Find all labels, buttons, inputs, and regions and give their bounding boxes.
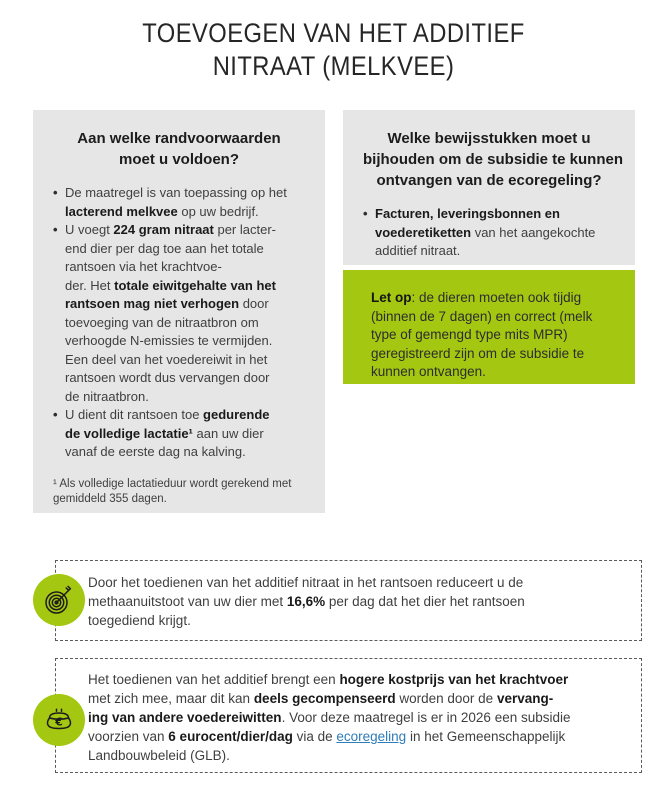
page-title-line1: TOEVOEGEN VAN HET ADDITIEF bbox=[142, 18, 525, 48]
text-segment: 16,6% bbox=[286, 594, 326, 609]
text-segment: : de dieren moeten ook tijdig bbox=[411, 290, 582, 305]
text-segment: de volledige lactatie¹ bbox=[65, 425, 193, 441]
svg-text:€: € bbox=[55, 715, 63, 729]
methane-reduction-text bbox=[88, 573, 625, 630]
list-item bbox=[363, 205, 615, 261]
text-segment: U voegt bbox=[65, 222, 114, 237]
cost-subsidy-text bbox=[88, 670, 625, 765]
text-segment: der. Het bbox=[65, 277, 115, 293]
text-segment: met zich mee, maar dit kan bbox=[88, 691, 254, 706]
attention-notice-box bbox=[343, 270, 635, 384]
text-segment: voederetiketten bbox=[375, 224, 472, 240]
text-segment: methaanuitstoot van uw dier met bbox=[88, 594, 287, 609]
text-segment: 224 gram nitraat bbox=[113, 222, 214, 237]
methane-reduction-box bbox=[55, 560, 642, 641]
text-segment: moet u voldoen? bbox=[119, 151, 239, 168]
text-segment: per dag dat het dier het rantsoen bbox=[325, 594, 525, 609]
text-segment: rantsoen via het krachtvoe- bbox=[65, 259, 222, 274]
text-segment: Welke bewijsstukken moet u bbox=[387, 130, 591, 147]
lactation-footnote bbox=[53, 477, 305, 507]
text-segment: de nitraatbron. bbox=[65, 388, 149, 404]
conditions-heading bbox=[53, 128, 305, 170]
text-segment: Het toedienen van het additief brengt een bbox=[88, 672, 340, 687]
text-segment: ¹ Als volledige lactatieduur wordt gerekend met bbox=[53, 477, 292, 490]
text-segment: verhoogde N-emissies te vermijden. bbox=[65, 333, 273, 348]
bullet-dot: • bbox=[53, 185, 58, 200]
evidence-text bbox=[375, 205, 615, 261]
text-segment: per lacter- bbox=[213, 222, 276, 237]
list-item bbox=[53, 184, 305, 221]
conditions-box bbox=[33, 110, 325, 513]
text-segment: 6 eurocent/dier/dag bbox=[168, 729, 293, 744]
text-segment: deels gecompenseerd bbox=[253, 691, 396, 706]
text-segment: type of gemengd type mits MPR) bbox=[371, 327, 568, 342]
text-segment: toegediend krijgt. bbox=[88, 613, 191, 628]
condition-text bbox=[65, 406, 305, 462]
text-segment: kunnen ontvangen. bbox=[371, 364, 486, 379]
text-segment: vervang- bbox=[496, 691, 554, 706]
text-segment: additief nitraat. bbox=[375, 243, 461, 258]
text-segment: end dier per dag toe aan het totale bbox=[65, 240, 264, 256]
evidence-list bbox=[363, 205, 615, 261]
text-segment: vanaf de eerste dag na kalving. bbox=[65, 444, 246, 459]
conditions-list bbox=[53, 184, 305, 462]
text-segment: worden door de bbox=[395, 691, 497, 706]
condition-text bbox=[65, 221, 305, 406]
text-segment: . Voor deze maatregel is er in 2026 een subsidie bbox=[281, 710, 571, 725]
text-segment: Een deel van het voedereiwit in het bbox=[65, 351, 268, 367]
condition-text bbox=[65, 184, 305, 221]
text-segment: hogere kostprijs van het krachtvoer bbox=[339, 672, 569, 687]
page-title-line2: NITRAAT (MELKVEE) bbox=[212, 51, 455, 81]
text-segment: aan uw dier bbox=[192, 425, 264, 441]
cost-subsidy-box bbox=[55, 658, 642, 773]
text-segment: ontvangen van de ecoregeling? bbox=[376, 172, 602, 189]
evidence-heading bbox=[363, 128, 624, 191]
page-title bbox=[40, 17, 627, 83]
text-segment: rantsoen wordt dus vervangen door bbox=[65, 370, 270, 385]
text-segment: via de bbox=[292, 729, 337, 744]
text-segment: Let op bbox=[371, 290, 412, 305]
text-segment: De maatregel is van toepassing op het bbox=[65, 185, 287, 200]
text-segment: (binnen de 7 dagen) en correct (melk bbox=[371, 308, 593, 324]
list-item bbox=[53, 221, 305, 406]
text-segment: Landbouwbeleid (GLB). bbox=[88, 748, 230, 763]
text-segment: ing van andere voedereiwitten bbox=[88, 710, 282, 725]
text-segment: rantsoen mag niet verhogen bbox=[65, 296, 240, 311]
text-segment: totale eiwitgehalte van het bbox=[114, 277, 276, 293]
bullet-dot: • bbox=[53, 222, 58, 237]
text-segment: lacterend melkvee bbox=[65, 203, 178, 219]
text-segment: Aan welke randvoorwaarden bbox=[77, 130, 281, 147]
ecoregeling-link[interactable]: ecoregeling bbox=[336, 729, 407, 744]
attention-notice-text bbox=[371, 289, 619, 382]
text-segment: bijhouden om de subsidie te kunnen bbox=[363, 151, 624, 168]
text-segment: door bbox=[239, 296, 269, 311]
text-segment: gedurende bbox=[203, 407, 270, 422]
target-icon bbox=[33, 574, 85, 626]
text-segment: geregistreerd zijn om de subsidie te bbox=[371, 345, 585, 361]
text-segment: in het Gemeenschappelijk bbox=[406, 729, 566, 744]
text-segment: van het aangekochte bbox=[471, 224, 596, 240]
text-segment: voorzien van bbox=[88, 729, 169, 744]
list-item bbox=[53, 406, 305, 462]
evidence-box bbox=[343, 110, 635, 265]
text-segment: op uw bedrijf. bbox=[177, 203, 259, 219]
text-segment: toevoeging van de nitraatbron om bbox=[65, 314, 259, 330]
text-segment: U dient dit rantsoen toe bbox=[65, 407, 204, 422]
text-segment: Door het toedienen van het additief nitraat in het rantsoen reduceert u de bbox=[88, 575, 524, 590]
text-segment: Facturen, leveringsbonnen en bbox=[375, 206, 560, 221]
text-segment: gemiddeld 355 dagen. bbox=[53, 492, 167, 505]
euro-purse-icon bbox=[33, 694, 85, 746]
bullet-dot: • bbox=[363, 206, 368, 221]
bullet-dot: • bbox=[53, 407, 58, 422]
